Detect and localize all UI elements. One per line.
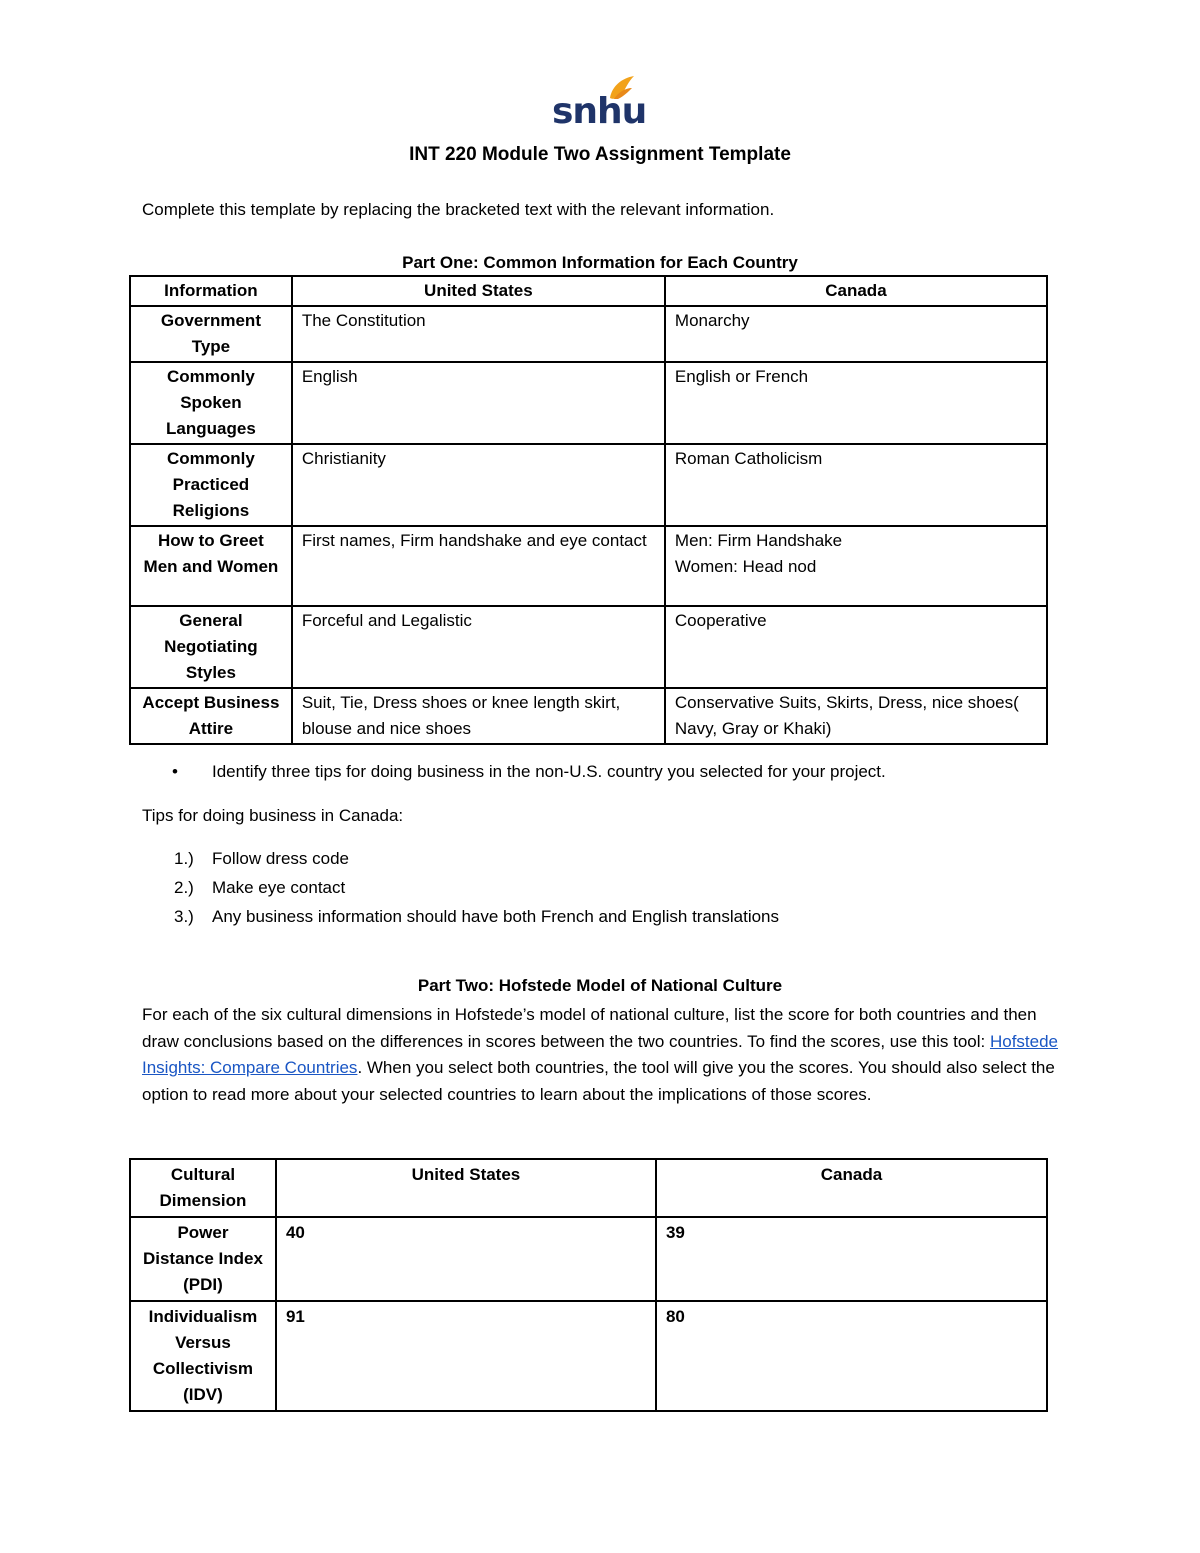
canada-cell: Monarchy: [665, 306, 1047, 362]
part-two-heading: Part Two: Hofstede Model of National Culture: [417, 976, 783, 995]
table-row: [130, 362, 1047, 444]
us-cell: The Constitution: [292, 306, 665, 362]
hofstede-link[interactable]: Hofstede Insights: Compare Countries: [142, 1031, 1059, 1077]
us-cell: First names, Firm handshake and eye contact: [292, 526, 665, 606]
part-one-heading: Part One: Common Information for Each Country: [402, 253, 798, 272]
list-text: Make eye contact: [212, 878, 346, 897]
row-label: Commonly Spoken Languages: [130, 362, 292, 444]
part-two-body: [142, 1002, 1062, 1108]
table-row: [130, 688, 1047, 744]
row-label: Power Distance Index (PDI): [130, 1217, 276, 1301]
list-text: Any business information should have both French and English translations: [212, 907, 780, 926]
list-number: 1.): [174, 849, 194, 868]
table-row: [130, 1301, 1047, 1411]
list-item: [174, 907, 779, 936]
table-row: [130, 526, 1047, 606]
table-header-row: [130, 1159, 1047, 1217]
row-label: Commonly Practiced Religions: [130, 444, 292, 526]
list-text: Follow dress code: [212, 849, 350, 868]
table-row: [130, 444, 1047, 526]
header-cell: Canada: [665, 276, 1047, 306]
canada-cell: Roman Catholicism: [665, 444, 1047, 526]
canada-cell: English or French: [665, 362, 1047, 444]
list-number: 2.): [174, 878, 194, 897]
header-cell: Cultural Dimension: [130, 1159, 276, 1217]
us-cell: Suit, Tie, Dress shoes or knee length skirt, blouse and nice shoes: [292, 688, 665, 744]
bullet-text: Identify three tips for doing business in the non-U.S. country you selected for your project.: [212, 762, 886, 781]
intro-text: Complete this template by replacing the bracketed text with the relevant information.: [142, 200, 775, 219]
list-number: 3.): [174, 907, 194, 926]
bullet-icon: •: [172, 762, 178, 781]
tips-list: [174, 849, 779, 936]
header-cell: Canada: [656, 1159, 1047, 1217]
row-label: Government Type: [130, 306, 292, 362]
canada-cell: Conservative Suits, Skirts, Dress, nice shoes( Navy, Gray or Khaki): [665, 688, 1047, 744]
header-cell: United States: [276, 1159, 656, 1217]
canada-greet-men: Men: Firm Handshake: [674, 531, 843, 550]
us-score: 91: [276, 1301, 656, 1411]
body-text: . When you select both countries, the tool will give you the scores. You should also select the option to read more about your selected countries to learn about the implications of those scores.: [142, 1058, 1055, 1104]
us-cell: Forceful and Legalistic: [292, 606, 665, 688]
tips-label: Tips for doing business in Canada:: [142, 806, 404, 825]
snhu-logo: [552, 72, 647, 134]
canada-cell: [665, 526, 1047, 606]
common-info-table: [129, 275, 1048, 745]
row-label: Individualism Versus Collectivism (IDV): [130, 1301, 276, 1411]
body-text: For each of the six cultural dimensions in Hofstede’s model of national culture, list the score for both countries and then draw conclusions based on the differences in scores between the two countries. To find the scores, use this tool:: [142, 1005, 1037, 1051]
table-header-row: [130, 276, 1047, 306]
row-label: Accept Business Attire: [130, 688, 292, 744]
hofstede-table: [129, 1158, 1048, 1412]
list-item: [174, 849, 779, 878]
logo-text: snhu: [552, 91, 647, 132]
list-item: [174, 878, 779, 907]
canada-cell: Cooperative: [665, 606, 1047, 688]
us-score: 40: [276, 1217, 656, 1301]
row-label: How to Greet Men and Women: [130, 526, 292, 606]
table-row: [130, 306, 1047, 362]
row-label: General Negotiating Styles: [130, 606, 292, 688]
header-cell: United States: [292, 276, 665, 306]
canada-score: 80: [656, 1301, 1047, 1411]
table-row: [130, 606, 1047, 688]
page-title: INT 220 Module Two Assignment Template: [409, 144, 791, 165]
canada-greet-women: Women: Head nod: [674, 557, 817, 576]
us-cell: Christianity: [292, 444, 665, 526]
header-cell: Information: [130, 276, 292, 306]
canada-score: 39: [656, 1217, 1047, 1301]
us-cell: English: [292, 362, 665, 444]
table-row: [130, 1217, 1047, 1301]
